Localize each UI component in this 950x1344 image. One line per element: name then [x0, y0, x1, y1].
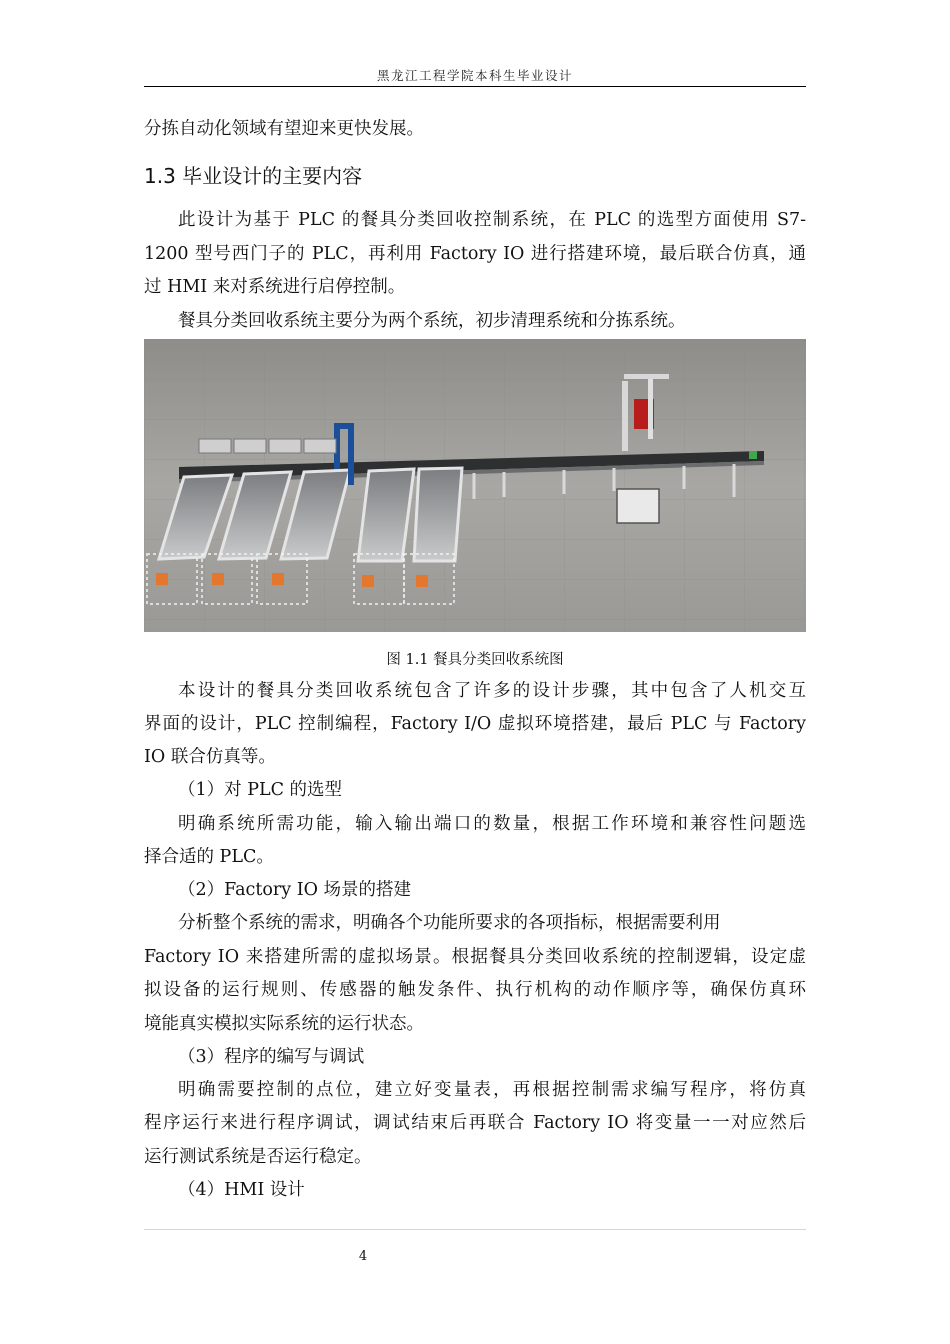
paragraph-line: 分拣自动化领域有望迎来更快发展。 [144, 119, 424, 139]
paragraph-line: 界面的设计，PLC 控制编程，Factory I/O 虚拟环境搭建，最后 PLC 与 Factory [144, 714, 806, 734]
paragraph-line: 明确需要控制的点位，建立好变量表，再根据控制需求编写程序，将仿真 [178, 1080, 806, 1100]
system-figure [144, 339, 806, 632]
paragraph-line: 拟设备的运行规则、传感器的触发条件、执行机构的动作顺序等，确保仿真环 [144, 980, 806, 1000]
list-item-title: （4）HMI 设计 [178, 1180, 305, 1200]
paragraph-line: 此设计为基于 PLC 的餐具分类回收控制系统，在 PLC 的选型方面使用 S7- [178, 210, 806, 230]
paragraph-line: 本设计的餐具分类回收系统包含了许多的设计步骤，其中包含了人机交互 [178, 681, 806, 701]
paragraph-line: 运行测试系统是否运行稳定。 [144, 1147, 372, 1167]
paragraph-line: Factory IO 来搭建所需的虚拟场景。根据餐具分类回收系统的控制逻辑，设定虚 [144, 947, 806, 967]
list-item-title: （2）Factory IO 场景的搭建 [178, 880, 412, 900]
paragraph-line: 过 HMI 来对系统进行启停控制。 [144, 277, 406, 297]
sorting-system-render [144, 339, 806, 632]
paragraph-line: 1200 型号西门子的 PLC，再利用 Factory IO 进行搭建环境，最后联合仿真，通 [144, 244, 806, 264]
running-header: 黑龙江工程学院本科生毕业设计 [376, 68, 573, 83]
paragraph-line: 择合适的 PLC。 [144, 847, 274, 867]
paragraph-line: 明确系统所需功能，输入输出端口的数量，根据工作环境和兼容性问题选 [178, 814, 806, 834]
header-rule [144, 86, 806, 87]
footer-rule [144, 1229, 806, 1230]
list-item-title: （1）对 PLC 的选型 [178, 780, 343, 800]
list-item-title: （3）程序的编写与调试 [178, 1047, 365, 1067]
paragraph-line: 境能真实模拟实际系统的运行状态。 [144, 1014, 424, 1034]
page-number: 4 [358, 1249, 368, 1264]
section-heading: 1.3 毕业设计的主要内容 [144, 164, 363, 188]
paragraph-line: 餐具分类回收系统主要分为两个系统，初步清理系统和分拣系统。 [178, 311, 686, 331]
paragraph-line: IO 联合仿真等。 [144, 747, 276, 767]
figure-caption: 图 1.1 餐具分类回收系统图 [386, 652, 564, 668]
paragraph-line: 程序运行来进行程序调试，调试结束后再联合 Factory IO 将变量一一对应然后 [144, 1113, 806, 1133]
paragraph-line: 分析整个系统的需求，明确各个功能所要求的各项指标，根据需要利用 [178, 913, 721, 933]
